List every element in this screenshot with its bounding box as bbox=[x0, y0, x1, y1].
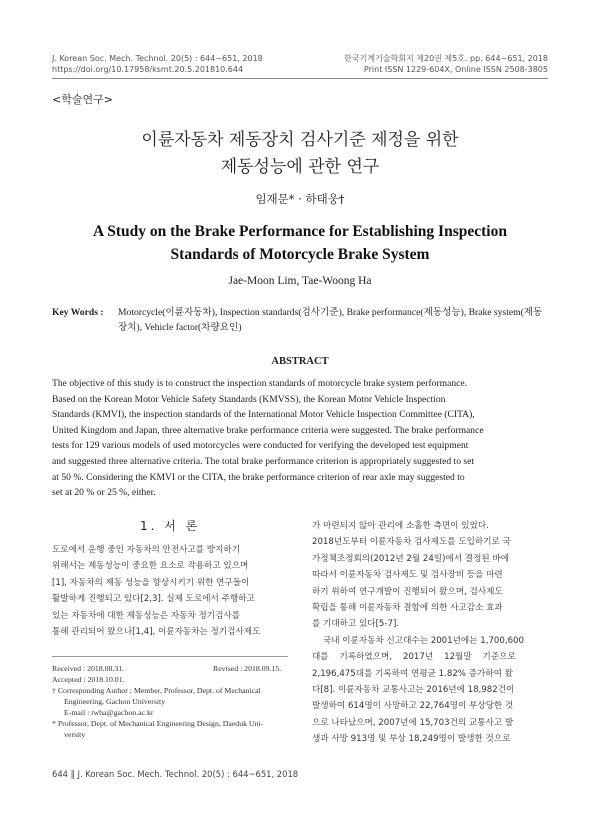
doi-link[interactable]: https://doi.org/10.17958/ksmt.20.5.201810.644 bbox=[52, 65, 244, 74]
body-line: 있는 자동차에 대한 제동성능은 자동차 정기검사를 bbox=[52, 610, 240, 621]
abstract-line: Standards (KMVI), the inspection standards of the International Motor Vehicle Inspection Committee (CITA), bbox=[52, 409, 475, 421]
abstract-body bbox=[52, 376, 548, 501]
keywords-line2: 장치), Vehicle factor(차량요인) bbox=[118, 322, 242, 333]
coauthor-affiliation-line1: * Professor, Dept. of Mechanical Engineering Design, Daeduk Uni- bbox=[52, 719, 264, 728]
body-line: 를 기대하고 있다[5-7]. bbox=[312, 619, 400, 630]
keywords-line1: Motorcycle(이륜자동차), Inspection standards(검사기준), Brake performance(제동성능), Brake system(제동 bbox=[118, 307, 543, 318]
body-line: 생과 사망 913명 및 부상 18,249명이 발생한 것으로 bbox=[312, 734, 511, 745]
body-line: 으로 나타났으며, 2007년에 15,703건의 교통사고 발 bbox=[312, 717, 514, 728]
article-category: <학술연구> bbox=[52, 93, 113, 106]
page-footer: 644 ‖ J. Korean Soc. Mech. Technol. 20(5) : 644~651, 2018 bbox=[52, 769, 299, 779]
abstract-line: The objective of this study is to construct the inspection standards of motorcycle brake system performance. bbox=[52, 378, 468, 389]
title-ko-line1: 이륜자동차 제동장치 검사기준 제정을 위한 bbox=[141, 130, 459, 150]
journal-citation-ko: 한국기계기술학회지 제20권 제5호. pp. 644~651, 2018 bbox=[344, 54, 548, 63]
journal-citation: J. Korean Soc. Mech. Technol. 20(5) : 644~651, 2018 bbox=[52, 54, 263, 63]
body-line: 가 마련되지 않아 관리에 소홀한 측면이 있었다. bbox=[312, 521, 489, 531]
header-rule bbox=[52, 78, 548, 79]
authors-ko: 임재문* · 하태웅† bbox=[255, 192, 345, 206]
body-line: 가정책조정회의(2012년 2월 24일)에서 결정된 바에 bbox=[312, 553, 510, 564]
body-line: 위해서는 제동성능이 중요한 요소로 작용하고 있으며 bbox=[52, 561, 249, 572]
corresponding-author-line1: † Corresponding Author ; Member, Professor, Dept. of Mechanical bbox=[52, 686, 261, 695]
left-column-text bbox=[52, 542, 288, 640]
body-line: 국내 이륜자동차 신고대수는 2001년에는 1,700,600 bbox=[312, 635, 524, 646]
title-en-line2: Standards of Motorcycle Brake System bbox=[170, 246, 430, 263]
body-line: [1], 자동차의 제동 성능을 향상시키기 위한 연구들이 bbox=[52, 577, 250, 588]
revised-date: Revised : 2018.09.15. bbox=[213, 664, 282, 673]
corresponding-author-email[interactable]: E-mail : twha@gachon.ac.kr bbox=[64, 708, 154, 717]
abstract-title: ABSTRACT bbox=[271, 356, 329, 367]
title-ko-line2: 제동성능에 관한 연구 bbox=[220, 157, 380, 177]
footnote-rule bbox=[52, 656, 288, 657]
corresponding-author-line2: Engineering, Gachon University bbox=[64, 697, 166, 706]
abstract-line: tests for 129 various models of used motorcycles were conducted for verifying the developed test equipment bbox=[52, 440, 469, 452]
body-line: 대를 기록하였으며, 2017년 12월말 기준으로 bbox=[312, 652, 516, 663]
section-title-introduction: 1. 서 론 bbox=[140, 519, 201, 533]
body-line: 통해 관리되어 왔으나[1,4], 이륜자동차는 정기검사제도 bbox=[52, 627, 261, 638]
abstract-line: United Kingdom and Japan, three alternative brake performance criteria were suggested. The brake performance bbox=[52, 424, 484, 436]
body-line: 2018년도부터 이륜자동차 검사제도를 도입하기로 국 bbox=[312, 537, 511, 548]
coauthor-affiliation-line2: versity bbox=[64, 730, 86, 739]
abstract-line: and suggested three alternative criteria. The total brake performance criterion is appropriately suggested to set bbox=[52, 455, 475, 467]
abstract-line: Based on the Korean Motor Vehicle Safety Standards (KMVSS), the Korean Motor Vehicle Inspection bbox=[52, 393, 446, 405]
body-line: 활발하게 진행되고 있다[2,3]. 실제 도로에서 주행하고 bbox=[52, 594, 255, 605]
body-line: 다[8]. 이륜자동차 교통사고는 2016년에 18,982건이 bbox=[312, 685, 515, 696]
abstract-line: set at 20 % or 25 %, either. bbox=[52, 487, 156, 499]
accepted-date: Accepted : 2018.10.01. bbox=[52, 675, 125, 684]
abstract-line: at 50 %. Considering the KMVI or the CITA, the brake performance criterion of rear axle may suggested to bbox=[52, 471, 465, 483]
body-line: 도로에서 운행 중인 자동차의 안전사고를 방지하기 bbox=[52, 545, 240, 555]
body-line: 발생하여 614명이 사망하고 22,764명이 부상당한 것 bbox=[312, 701, 514, 712]
body-line: 확립을 통해 이륜자동차 결함에 의한 사고감소 효과 bbox=[312, 603, 503, 614]
title-en-line1: A Study on the Brake Performance for Establishing Inspection bbox=[93, 223, 507, 240]
issn-info: Print ISSN 1229-604X, Online ISSN 2508-3805 bbox=[363, 65, 548, 74]
authors-en: Jae-Moon Lim, Tae-Woong Ha bbox=[228, 275, 372, 287]
body-line: 하기 위하여 연구개발이 진행되어 왔으며, 검사제도 bbox=[312, 586, 503, 597]
received-date: Received : 2018.08.31. bbox=[52, 664, 125, 673]
body-line: 따라서 이륜자동차 검사제도 및 검사장비 등을 마련 bbox=[312, 570, 503, 581]
keywords-label: Key Words : bbox=[52, 307, 104, 318]
body-line: 2,196,475대를 기록하여 연평균 1.82% 증가하여 왔 bbox=[312, 668, 513, 679]
right-column-text bbox=[312, 518, 548, 748]
